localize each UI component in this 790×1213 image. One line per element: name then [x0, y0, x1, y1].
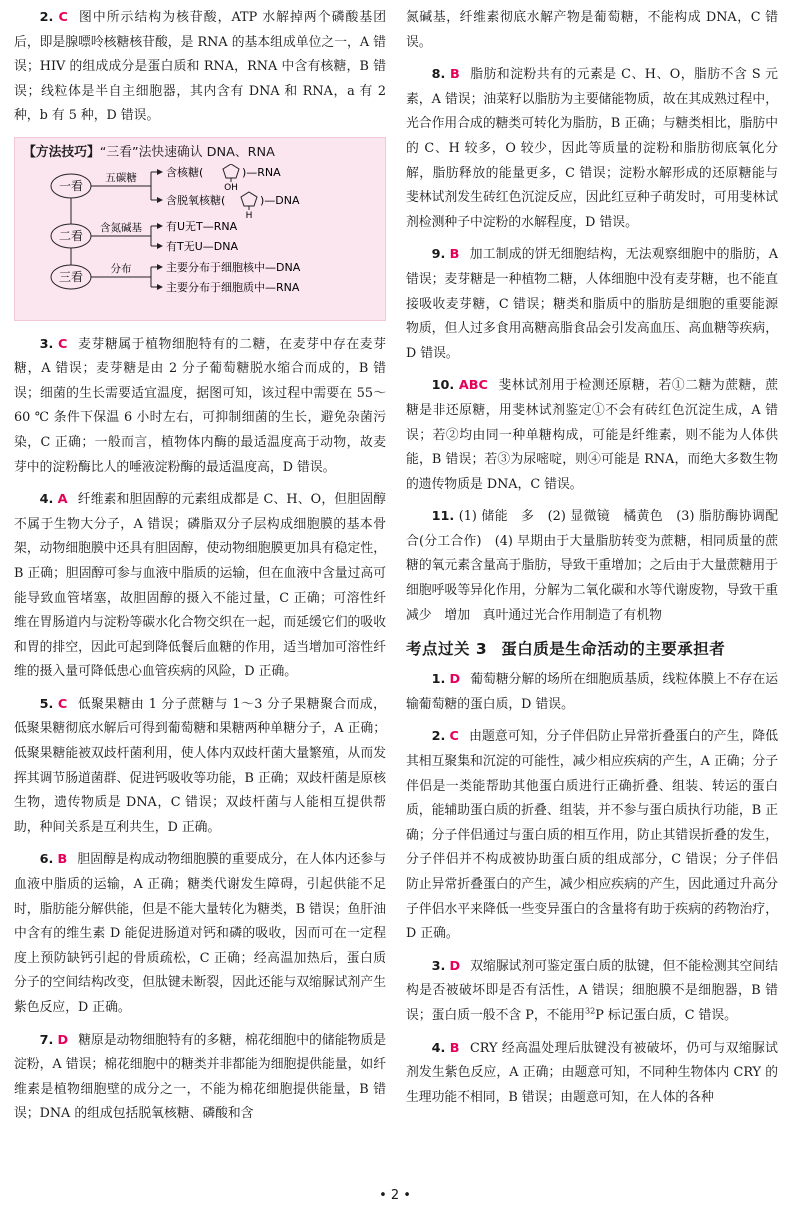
answer-6 [14, 848, 386, 1020]
left-column [14, 6, 386, 1135]
nucleus-rule: 主要分布于细胞核中—DNA [166, 260, 301, 274]
base-t-rule: 有T无U—DNA [166, 239, 238, 253]
answer-choice: C [58, 336, 68, 352]
answer-3 [14, 333, 386, 481]
answer-choice: B [57, 852, 68, 868]
section-heading [406, 636, 778, 662]
look1-label: 一看 [58, 178, 84, 193]
explanation-text: 低聚果糖由 1 分子蔗糖与 1～3 分子果糖聚合而成，低聚果糖彻底水解后可得到葡萄糖和果糖两种单糖分子，A 正确；低聚果糖能被双歧杆菌利用，使人体内双歧杆菌大量繁殖，从而发挥其调节肠道菌群、促进钙吸收等功能，B 正确；双歧杆菌是原核生物，遗传物质是 DNA，C 错误；双歧杆菌与人能相互提供帮助，种间关系是互利共生，D 正确。 [14, 696, 386, 835]
right-column [406, 6, 778, 1118]
question-number: 4. [431, 1040, 446, 1056]
question-number: 2. [431, 729, 446, 745]
ribose-pentagon-icon [223, 164, 239, 178]
explanation-text: 斐林试剂用于检测还原糖，若①二糖为蔗糖，蔗糖是非还原糖，用斐林试剂鉴定①不会有砖红色沉淀生成，A 错误；若②均由同一种单糖构成，可能是纤维素，则不能为人体供能，B 错误；若③为尿嘧啶，则④可能是 RNA，而绝大多数生物的遗传物质是 DNA，C 错误。 [406, 378, 778, 492]
section3-answer-3 [406, 955, 778, 1029]
section3-answer-2 [406, 725, 778, 946]
deoxyribose-result: )—DNA [260, 193, 300, 207]
section-label: 考点过关 3 [406, 640, 488, 659]
answer-7-continued: 氮碱基，纤维素彻底水解产物是葡萄糖，不能构成 DNA，C 错误。 [406, 10, 778, 50]
isotope-superscript: 32 [585, 1006, 596, 1016]
question-number: 11. [431, 509, 455, 525]
method-tag: 【方法技巧】 [23, 144, 100, 160]
answer-choice: D [449, 672, 461, 688]
branch-label-1: 五碳糖 [105, 171, 137, 184]
question-number: 10. [431, 378, 455, 394]
explanation-text: 麦芽糖属于植物细胞特有的二糖，在麦芽中存在麦芽糖，A 错误；麦芽糖是由 2 分子葡萄糖脱水缩合而成的，B 错误；细菌的生长需要适宜温度，据图可知，该过程中需要在 55～60 ℃ 条件下保温 6 小时左右，可抑制细菌的生长，避免杂菌污染，C 正确；一般而言，植物体内酶的最适温度高于动物，故麦芽中的淀粉酶比人的唾液淀粉酶的最适温度高，D 错误。 [14, 336, 386, 475]
question-number: 1. [431, 672, 446, 688]
answer-4 [14, 488, 386, 685]
answer-choice: B [449, 67, 460, 83]
section-title: 蛋白质是生命活动的主要承担者 [501, 640, 726, 659]
answer-9 [406, 243, 778, 366]
deoxyribose-pentagon-icon [241, 192, 257, 206]
question-number: 3. [39, 336, 54, 352]
section3-answer-1 [406, 668, 778, 717]
answer-choice: D [57, 1032, 69, 1048]
question-number: 2. [39, 10, 54, 25]
question-number: 4. [39, 492, 54, 508]
page-number: • 2 • [379, 1188, 411, 1203]
answer-choice: B [449, 1040, 460, 1056]
answer-7 [14, 1029, 386, 1127]
explanation-text-cont: P 标记蛋白质，C 错误。 [595, 1007, 737, 1023]
section3-answer-4 [406, 1037, 778, 1111]
method-title-text: “三看”法快速确认 DNA、RNA [99, 144, 275, 160]
answer-choice: A [57, 492, 68, 508]
explanation-text: 糖原是动物细胞特有的多糖，棉花细胞中的储能物质是淀粉，A 错误；棉花细胞中的糖类并非都能为细胞提供能量，如纤维素是植物细胞壁的成分之一，不能为棉花细胞提供能量，B 错误；DNA 的组成包括脱氧核糖、磷酸和含 [14, 1032, 387, 1122]
question-number: 5. [39, 696, 54, 712]
cytoplasm-rule: 主要分布于细胞质中—RNA [166, 280, 300, 294]
ribose-oh: OH [224, 182, 238, 193]
question-number: 9. [431, 247, 446, 263]
answer-choice: C [58, 10, 68, 25]
answer-choice: B [449, 247, 460, 263]
explanation-text: 图中所示结构为核苷酸，ATP 水解掉两个磷酸基团后，即是腺嘌呤核糖核苷酸，是 RNA 的基本组成单位之一，A 错误；HIV 的组成成分是蛋白质和 RNA，RNA 中含有核糖，B 错误；线粒体是半自主细胞器，其内含有 DNA 和 RNA，a 有 2 种，b 有 5 种，D 错误。 [14, 10, 386, 124]
explanation-text: 脂肪和淀粉共有的元素是 C、H、O，脂肪不含 S 元素，A 错误；油菜籽以脂肪为主要储能物质，故在其成熟过程中，光合作用合成的糖类可转化为脂肪，B 正确；与糖类相比，脂肪中的 C、H 较多，O 较少，因此等质量的淀粉和脂肪彻底氧化分解，脂肪释放的能量更多，C 错误；淀粉水解形成的还原糖能与斐林试剂发生砖红色沉淀反应，因此红豆种子萌发时，可用斐林试剂检测种子中淀粉的水解程度，D 错误。 [406, 67, 778, 230]
explanation-text: 双缩脲试剂可鉴定蛋白质的肽键，但不能检测其空间结构是否被破坏即是否有活性，A 错误；细胞膜不是细胞器，B 错误；蛋白质一般不含 P，不能用 [406, 958, 779, 1023]
explanation-text: (1) 储能 多 (2) 显微镜 橘黄色 (3) 脂肪酶协调配合(分工合作) (4) 早期由于大量脂肪转变为蔗糖，相同质量的蔗糖的氧元素含量高于脂肪，导致干重增加；之后由于大量蔗糖用于细胞呼吸等异化作用，分解为二氧化碳和水等代谢废物，导致干重减少 增加 真叶通过光合作用制造了有机物 [406, 509, 778, 623]
answer-choice: D [449, 958, 461, 974]
method-tips-box [14, 137, 386, 321]
deoxyribose-h: H [245, 210, 253, 221]
three-look-diagram [23, 164, 377, 304]
question-number: 7. [39, 1032, 54, 1048]
deoxyribose-label: 含脱氧核糖( [166, 193, 226, 207]
base-u-rule: 有U无T—RNA [166, 219, 238, 233]
answer-8 [406, 63, 778, 235]
explanation-text: 加工制成的饼无细胞结构，无法观察细胞中的脂肪，A 错误；麦芽糖是一种植物二糖，人体细胞中没有麦芽糖，也不能直接吸收麦芽糖，C 错误；糖类和脂质中的脂肪是细胞的重要能源物质，但人过多食用高糖高脂食品会引发高血压、高血糖等疾病，D 错误。 [406, 247, 778, 361]
ribose-result: )—RNA [242, 165, 281, 179]
explanation-text: CRY 经高温处理后肽键没有被破坏，仍可与双缩脲试剂发生紫色反应，A 正确；由题意可知，不同种生物体内 CRY 的生理功能不相同，B 错误；由题意可知，在人体的各种 [406, 1040, 778, 1105]
answer-choice: C [449, 729, 459, 745]
answer-choice: C [57, 696, 68, 712]
question-number: 8. [431, 67, 446, 83]
question-number: 3. [431, 958, 446, 974]
answer-choice: ABC [458, 378, 488, 394]
explanation-text: 纤维素和胆固醇的元素组成都是 C、H、O，但胆固醇不属于生物大分子，A 错误；磷脂双分子层构成细胞膜的基本骨架，动物细胞膜中还具有胆固醇，使动物细胞膜更加具有稳定性，B 正确；胆固醇可参与血液中脂质的运输，但在血液中含量过高可能导致血管堵塞，故胆固醇的摄入不能过量，C 正确；可溶性纤维在胃肠道内与淀粉等碳水化合物交织在一起，而延缓它们的吸收和胃的排空，因此可起到降低餐后血糖的作用，适当增加可溶性纤维的摄入量可降低患心血管疾病的风险，D 正确。 [14, 492, 386, 680]
ribose-label: 含核糖( [166, 165, 204, 179]
explanation-text: 由题意可知，分子伴侣防止异常折叠蛋白的产生，降低其相互聚集和沉淀的可能性，减少相应疾病的产生，A 正确；分子伴侣是一类能帮助其他蛋白质进行正确折叠、组装、转运的蛋白质，能辅助蛋白质的折叠、组装，并不参与蛋白质执行功能，B 正确；分子伴侣通过与蛋白质的相互作用，防止其错误折叠的发生，分子伴侣并不构成被协助蛋白质的组成部分，C 错误；分子伴侣防止异常折叠蛋白的产生，减少相应疾病的产生，因此通过升高分子伴侣水平来降低一些变异蛋白的含量将有助于疾病的药物治疗，D 正确。 [406, 729, 778, 942]
question-number: 6. [39, 852, 54, 868]
answer-2 [14, 6, 386, 129]
explanation-text: 葡萄糖分解的场所在细胞质基质，线粒体膜上不存在运输葡萄糖的蛋白质，D 错误。 [406, 672, 779, 712]
branch-label-3: 分布 [110, 262, 132, 275]
look2-label: 二看 [58, 228, 84, 243]
branch-label-2: 含氮碱基 [100, 221, 142, 234]
explanation-text: 胆固醇是构成动物细胞膜的重要成分，在人体内还参与血液中脂质的运输，A 正确；糖类代谢发生障碍，引起供能不足时，脂肪能分解供能，但是不能大量转化为糖类，B 错误；鱼肝油中含有的维生素 D 能促进肠道对钙和磷的吸收，因而可在一定程度上预防缺钙引起的骨质疏松，C 正确；经高温加热后，蛋白质分子的空间结构改变，但肽键未断裂，因此还能与双缩脲试剂产生紫色反应，D 正确。 [14, 852, 386, 1015]
method-title [23, 142, 377, 164]
answer-10 [406, 374, 778, 497]
look3-label: 三看 [58, 269, 84, 284]
answer-11 [406, 505, 778, 628]
answer-5 [14, 693, 386, 841]
